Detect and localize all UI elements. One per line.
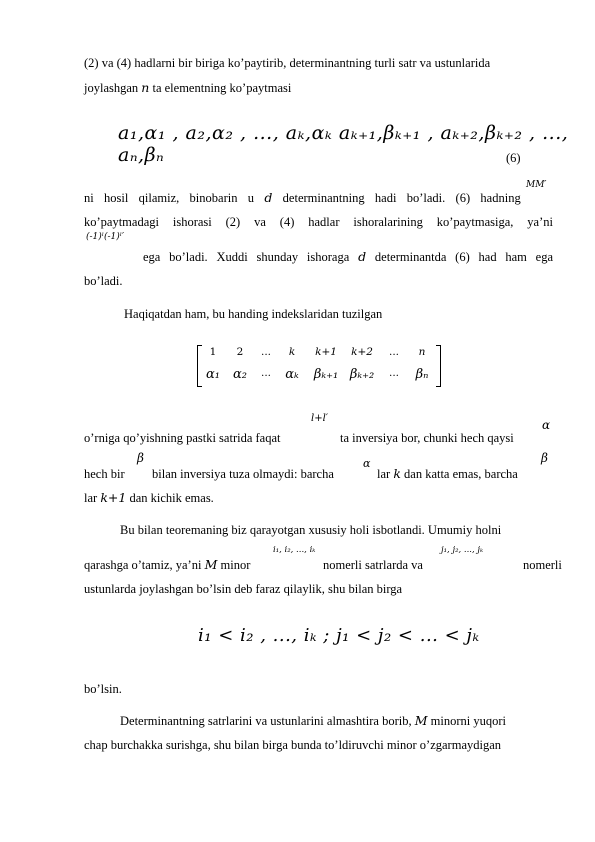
text-line: hech bir bbox=[84, 467, 125, 481]
text-line: Bu bilan teoremaning biz qarayotgan xususiy holi isbotlandi. Umumiy holni bbox=[120, 523, 502, 537]
text-line bbox=[84, 557, 250, 573]
text: dan kichik emas. bbox=[129, 491, 214, 505]
text-line: bo’ladi. bbox=[84, 274, 123, 288]
text-line: nomerli satrlarda va bbox=[323, 558, 423, 572]
equation-6: a₁,α₁ , a₂,α₂ , ..., aₖ,αₖ aₖ₊₁,βₖ₊₁ , aₖ₊₂,βₖ₊₂ , ..., aₙ,βₙ bbox=[118, 122, 569, 166]
matrix-bottom-cell: α₂ bbox=[233, 367, 247, 382]
text: ega bo’ladi. Xuddi shunday ishoraga bbox=[143, 250, 350, 264]
text: minorni yuqori bbox=[430, 714, 506, 728]
text: joylashgan bbox=[84, 81, 139, 95]
beta-symbol: β bbox=[137, 451, 144, 465]
matrix-bottom-cell: βₖ₊₁ bbox=[313, 367, 339, 382]
formula-col-indices: j₁, j₂, ..., jₖ bbox=[441, 545, 484, 555]
text: Determinantning satrlarini va ustunlarini almashtira borib, bbox=[120, 714, 412, 728]
text-line: bilan inversiya tuza olmaydi: barcha bbox=[152, 467, 334, 481]
text: determinantning hadi bo’ladi. (6) hadning bbox=[282, 191, 521, 205]
formula-row-indices: i₁, i₂, ..., iₖ bbox=[273, 545, 316, 555]
math-var: M bbox=[204, 557, 218, 572]
index-inequality: i₁ < i₂ , ..., iₖ ; j₁ < j₂ < ... < jₖ bbox=[198, 625, 480, 646]
matrix-top-cell: k bbox=[288, 346, 296, 358]
text-line bbox=[84, 430, 280, 446]
math-var: k+1 bbox=[100, 490, 127, 505]
equation-label: (6) bbox=[506, 151, 521, 165]
math-var: d bbox=[358, 249, 367, 264]
formula-sign: (-1)ˡ(-1)ˡ′ bbox=[86, 232, 124, 242]
text: lar bbox=[84, 491, 98, 505]
text-line bbox=[84, 190, 553, 206]
text-line: bo’lsin. bbox=[84, 682, 122, 696]
text: ni hosil qilamiz, binobarin u bbox=[84, 191, 255, 205]
matrix-top-cell: k+2 bbox=[351, 346, 373, 358]
alpha-symbol: α bbox=[363, 457, 371, 470]
permutation-matrix bbox=[197, 343, 441, 389]
matrix-bottom-cell: α₁ bbox=[206, 367, 220, 382]
alpha-symbol: α bbox=[542, 418, 551, 432]
text-line: ko’paytmadagi ishorasi (2) va (4) hadlar ishoralarining ko’paytmasiga, ya’ni bbox=[84, 215, 553, 229]
text-line bbox=[143, 249, 553, 265]
text: determinantda (6) had ham ega bbox=[374, 250, 554, 264]
math-var: d bbox=[264, 190, 273, 205]
text-line: chap burchakka surishga, shu bilan birga bunda to’ldiruvchi minor o’zgarmaydigan bbox=[84, 738, 502, 752]
matrix-bottom-cell: αₖ bbox=[285, 367, 299, 382]
math-var: n bbox=[141, 80, 150, 95]
math-var: M bbox=[414, 713, 428, 728]
matrix-bottom-cell: βₖ₊₂ bbox=[349, 367, 375, 382]
math-var: k bbox=[393, 466, 401, 481]
matrix-bottom-cell: ... bbox=[260, 367, 271, 379]
formula-MM: MM′ bbox=[526, 180, 547, 190]
text: ta elementning ko’paytmasi bbox=[152, 81, 292, 95]
text-line bbox=[120, 713, 506, 729]
text-line: ustunlarda joylashgan bo’lsin deb faraz qilaylik, shu bilan birga bbox=[84, 582, 403, 596]
matrix-top-cell: 2 bbox=[236, 346, 244, 358]
matrix-bottom-cell: ... bbox=[388, 367, 399, 379]
text-line bbox=[84, 490, 214, 506]
text: dan katta emas, barcha bbox=[404, 467, 518, 481]
beta-symbol: β bbox=[541, 451, 548, 465]
matrix-top-cell: 1 bbox=[209, 346, 217, 358]
matrix-top-cell: ... bbox=[388, 346, 399, 358]
matrix-top-cell: ... bbox=[260, 346, 271, 358]
matrix-top-cell: n bbox=[418, 346, 426, 358]
text-line: Haqiqatdan ham, bu handing indekslaridan tuzilgan bbox=[124, 307, 383, 321]
text-line: nomerli bbox=[523, 558, 562, 572]
text-line: ta inversiya bor, chunki hech qaysi bbox=[340, 431, 514, 445]
formula-l-plus-lprime: l+l′ bbox=[311, 413, 329, 424]
text: o’rniga qo’yishning pastki satrida faqat bbox=[84, 431, 281, 445]
matrix-bottom-cell: βₙ bbox=[415, 367, 429, 382]
text-line bbox=[84, 80, 291, 96]
text-line: (2) va (4) hadlarni bir biriga ko’paytirib, determinantning turli satr va ustunlarida bbox=[84, 56, 491, 70]
text: lar bbox=[377, 467, 391, 481]
text: qarashga o’tamiz, ya’ni bbox=[84, 558, 202, 572]
text-line bbox=[377, 466, 518, 482]
text: minor bbox=[220, 558, 251, 572]
matrix-top-cell: k+1 bbox=[315, 346, 337, 358]
